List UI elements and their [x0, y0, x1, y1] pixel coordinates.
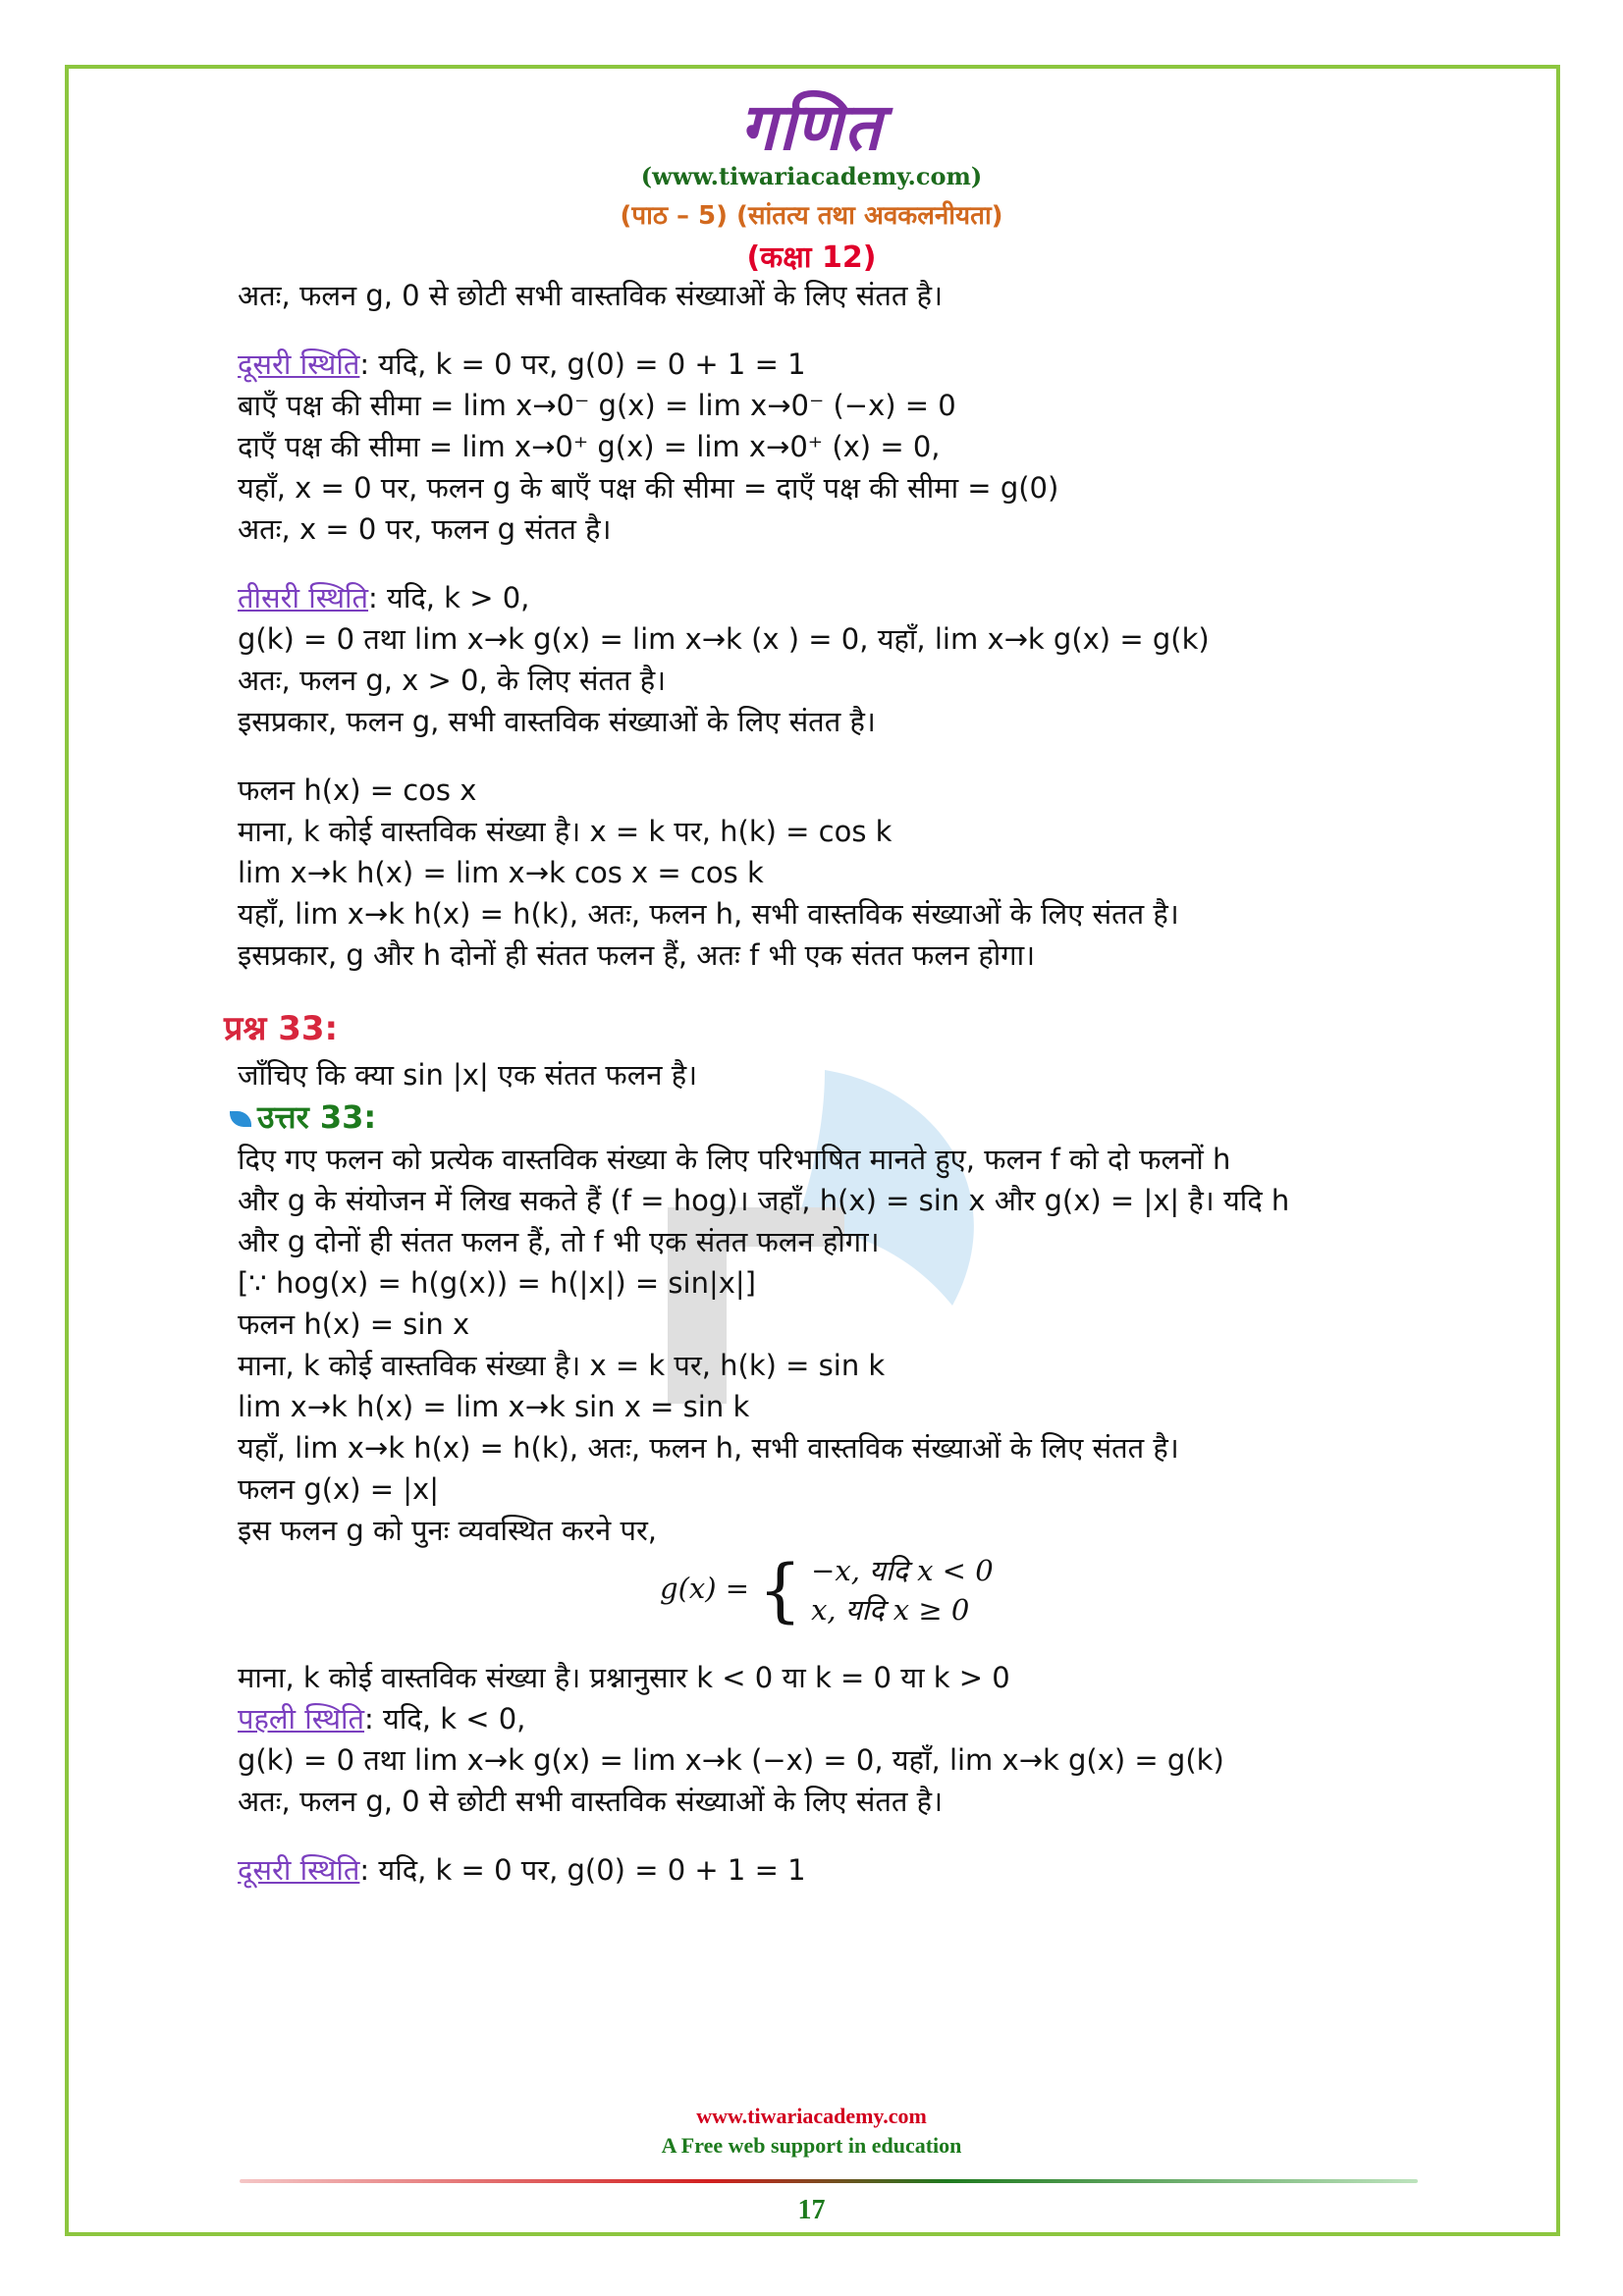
case-line	[238, 1849, 1455, 1891]
case-label: दूसरी स्थिति	[238, 1853, 360, 1887]
piecewise-lhs: g(x) =	[660, 1572, 750, 1605]
text-line: अतः, फलन g, x > 0, के लिए संतत है।	[238, 664, 667, 697]
text-line: माना, k कोई वास्तविक संख्या है। प्रश्नानुसार k < 0 या k = 0 या k > 0	[238, 1661, 1010, 1694]
case-text: : यदि, k < 0,	[364, 1702, 526, 1735]
header-url: (www.tiwariacademy.com)	[640, 162, 983, 190]
page-content	[224, 275, 1455, 1891]
text-line: यहाँ, lim x→k h(x) = h(k), अतः, फलन h, सभी वास्तविक संख्याओं के लिए संतत है।	[238, 1431, 1179, 1465]
answer-label: उत्तर 33:	[257, 1098, 377, 1136]
case-line	[238, 1698, 1455, 1739]
text-line: दिए गए फलन को प्रत्येक वास्तविक संख्या के लिए परिभाषित मानते हुए, फलन f को दो फलनों h	[238, 1143, 1231, 1176]
text-line: इसप्रकार, फलन g, सभी वास्तविक संख्याओं के लिए संतत है।	[238, 705, 876, 738]
class-label: (कक्षा 12)	[746, 240, 877, 275]
footer-divider	[240, 2179, 1418, 2183]
text-line: और g के संयोजन में लिख सकते हैं (f = hog)। जहाँ, h(x) = sin x और g(x) = |x| है। यदि h	[238, 1184, 1290, 1217]
brace-symbol: {	[758, 1550, 802, 1630]
text-line: यहाँ, x = 0 पर, फलन g के बाएँ पक्ष की सीमा = दाएँ पक्ष की सीमा = g(0)	[238, 471, 1059, 505]
text-line: अतः, फलन g, 0 से छोटी सभी वास्तविक संख्याओं के लिए संतत है।	[238, 279, 944, 312]
case-label: पहली स्थिति	[238, 1702, 365, 1735]
text-line: दाएँ पक्ष की सीमा = lim x→0⁺ g(x) = lim x→0⁺ (x) = 0,	[238, 430, 941, 463]
piecewise-row: −x, यदि x < 0	[811, 1554, 994, 1587]
text-line: g(k) = 0 तथा lim x→k g(x) = lim x→k (−x) = 0, यहाँ, lim x→k g(x) = g(k)	[238, 1743, 1224, 1777]
text-line: इसप्रकार, g और h दोनों ही संतत फलन हैं, अतः f भी एक संतत फलन होगा।	[238, 938, 1036, 972]
text-line: यहाँ, lim x→k h(x) = h(k), अतः, फलन h, सभी वास्तविक संख्याओं के लिए संतत है।	[238, 897, 1179, 931]
page-number: 17	[797, 2195, 826, 2225]
text-line: और g दोनों ही संतत फलन हैं, तो f भी एक संतत फलन होगा।	[238, 1225, 880, 1258]
case-line	[238, 344, 1455, 385]
text-line: [∵ hog(x) = h(g(x)) = h(|x|) = sin|x|]	[238, 1266, 756, 1300]
piecewise-row: x, यदि x ≥ 0	[811, 1593, 970, 1627]
text-line: अतः, फलन g, 0 से छोटी सभी वास्तविक संख्याओं के लिए संतत है।	[238, 1785, 944, 1818]
text-line: फलन h(x) = sin x	[238, 1308, 470, 1341]
footer-tagline: A Free web support in education	[661, 2133, 962, 2158]
case-text: : यदि, k = 0 पर, g(0) = 0 + 1 = 1	[359, 347, 806, 381]
chapter-label: (पाठ – 5) (सांतत्य तथा अवकलनीयता)	[620, 201, 1003, 231]
text-line: बाएँ पक्ष की सीमा = lim x→0⁻ g(x) = lim x→0⁻ (−x) = 0	[238, 389, 956, 422]
case-label: दूसरी स्थिति	[238, 347, 360, 381]
text-line: lim x→k h(x) = lim x→k sin x = sin k	[238, 1390, 750, 1423]
text-line: फलन g(x) = |x|	[238, 1472, 439, 1506]
answer-heading	[230, 1095, 1455, 1139]
case-text: : यदि, k > 0,	[368, 581, 530, 614]
leaf-icon	[230, 1111, 251, 1127]
text-line: इस फलन g को पुनः व्यवस्थित करने पर,	[238, 1514, 658, 1547]
text-line: फलन h(x) = cos x	[238, 774, 477, 807]
question-text: जाँचिए कि क्या sin |x| एक संतत फलन है।	[238, 1058, 698, 1092]
text-line: g(k) = 0 तथा lim x→k g(x) = lim x→k (x ) = 0, यहाँ, lim x→k g(x) = g(k)	[238, 622, 1210, 656]
text-line: lim x→k h(x) = lim x→k cos x = cos k	[238, 856, 764, 889]
piecewise-definition	[660, 1551, 1455, 1629]
text-line: माना, k कोई वास्तविक संख्या है। x = k पर, h(k) = cos k	[238, 815, 893, 848]
case-line	[238, 577, 1455, 618]
case-label: तीसरी स्थिति	[238, 581, 369, 614]
text-line: अतः, x = 0 पर, फलन g संतत है।	[238, 512, 612, 546]
case-text: : यदि, k = 0 पर, g(0) = 0 + 1 = 1	[359, 1853, 806, 1887]
text-line: माना, k कोई वास्तविक संख्या है। x = k पर, h(k) = sin k	[238, 1349, 886, 1382]
page-title: गणित	[739, 89, 884, 165]
question-heading: प्रश्न 33:	[224, 1009, 339, 1048]
footer-url[interactable]: www.tiwariacademy.com	[696, 2104, 927, 2128]
